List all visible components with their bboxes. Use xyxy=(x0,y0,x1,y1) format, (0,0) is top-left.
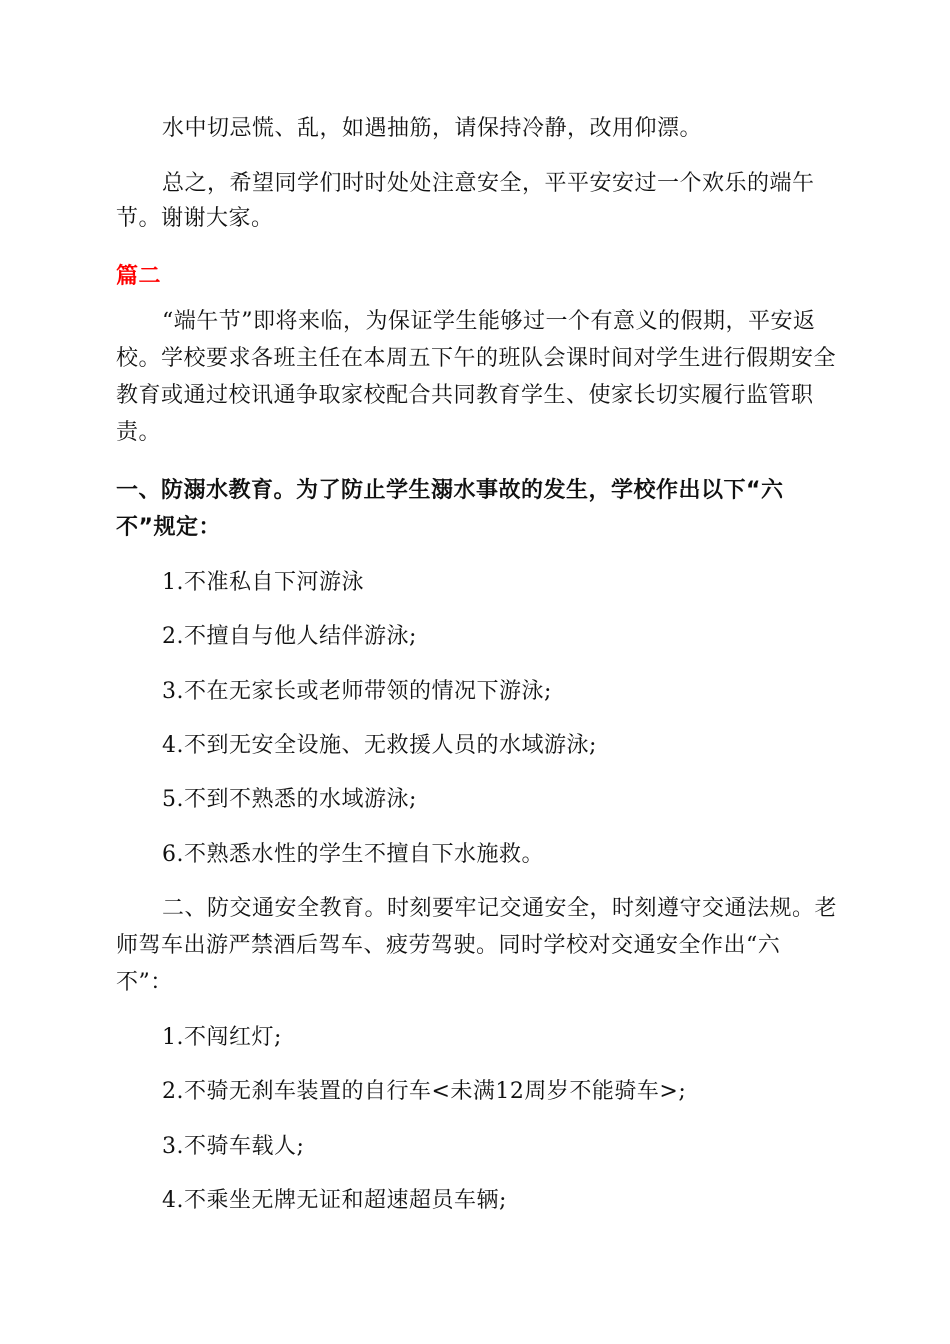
point2-line-3: 不”： xyxy=(116,970,173,995)
intro-line-4: 责。 xyxy=(116,420,162,445)
section-heading: 篇二 xyxy=(116,264,162,289)
point2-item: 1.不闯红灯; xyxy=(162,1025,282,1050)
intro-line-1: “端午节”即将来临，为保证学生能够过一个有意义的假期，平安返 xyxy=(162,309,816,334)
point1-heading-line-1: 一、防溺水教育。为了防止学生溺水事故的发生，学校作出以下“六 xyxy=(116,478,784,503)
paragraph-swim-tip: 水中切忌慌、乱，如遇抽筋，请保持冷静，改用仰漂。 xyxy=(162,116,703,141)
intro-line-3: 教育或通过校讯通争取家校配合共同教育学生、使家长切实履行监管职 xyxy=(116,383,814,408)
point2-item: 3.不骑车载人; xyxy=(162,1134,305,1159)
point1-item: 6.不熟悉水性的学生不擅自下水施救。 xyxy=(162,842,544,867)
closing-line-2: 节。谢谢大家。 xyxy=(116,206,274,231)
point2-line-1: 二、防交通安全教育。时刻要牢记交通安全，时刻遵守交通法规。老 xyxy=(162,896,838,921)
point1-item: 1.不准私自下河游泳 xyxy=(162,570,364,595)
point2-line-2: 师驾车出游严禁酒后驾车、疲劳驾驶。同时学校对交通安全作出“六 xyxy=(116,933,781,958)
closing-line-1: 总之，希望同学们时时处处注意安全，平平安安过一个欢乐的端午 xyxy=(162,171,815,196)
point1-item: 5.不到不熟悉的水域游泳; xyxy=(162,787,417,812)
intro-line-2: 校。学校要求各班主任在本周五下午的班队会课时间对学生进行假期安全 xyxy=(116,346,837,371)
point1-heading-line-2: 不”规定： xyxy=(116,515,221,540)
point2-item: 4.不乘坐无牌无证和超速超员车辆; xyxy=(162,1188,507,1213)
point1-item: 4.不到无安全设施、无救援人员的水域游泳; xyxy=(162,733,597,758)
point1-item: 2.不擅自与他人结伴游泳; xyxy=(162,624,417,649)
point2-item: 2.不骑无刹车装置的自行车<未满12周岁不能骑车>; xyxy=(162,1079,687,1104)
point1-item: 3.不在无家长或老师带领的情况下游泳; xyxy=(162,679,552,704)
